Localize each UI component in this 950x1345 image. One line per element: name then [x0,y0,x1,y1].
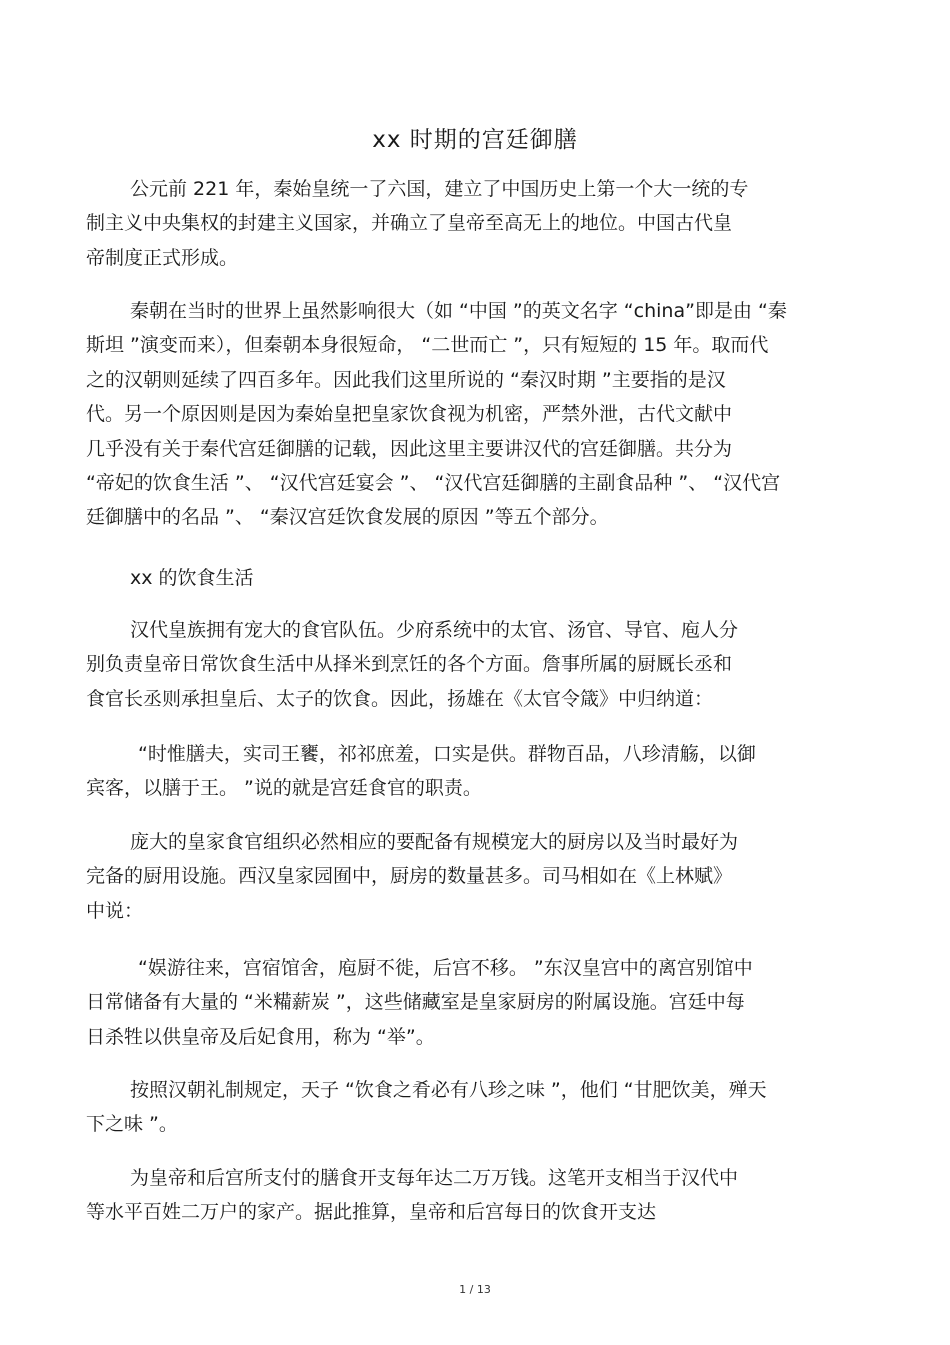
paragraph-kitchens [86,825,866,928]
text-line: 斯坦 ”演变而来），但秦朝本身很短命， “二世而亡 ”，只有短短的 15 年。取而代 [86,334,769,357]
text-line: 下之味 ”。 [86,1113,178,1136]
text-line: 宾客，以膳于王。 ”说的就是宫廷食官的职责。 [86,777,482,800]
text-line: 制主义中央集权的封建主义国家，并确立了皇帝至高无上的地位。中国古代皇 [86,212,733,235]
text-line: 完备的厨用设施。西汉皇家园囿中，厨房的数量甚多。司马相如在《上林赋》 [86,865,733,888]
text-line: 汉代皇族拥有宠大的食官队伍。少府系统中的太官、汤官、导官、庖人分 [130,619,739,641]
text-line: 公元前 221 年，秦始皇统一了六国，建立了中国历史上第一个大一统的专 [130,178,749,200]
paragraph-eight-treasures [86,1073,866,1142]
text-line: 几乎没有关于秦代宫廷御膳的记载，因此这里主要讲汉代的宫廷御膳。共分为 [86,437,733,460]
text-line: 日常储备有大量的 “米糒薪炭 ”，这些储藏室是皇家厨房的附属设施。宫廷中每 [86,991,745,1014]
text-line: “时惟膳夫，实司王饔，祁祁庶羞，口实是供。群物百品，八珍清觞，以御 [138,743,756,765]
text-line: 日杀牲以供皇帝及后妃食用，称为 “举”。 [86,1025,435,1048]
text-line: 之的汉朝则延续了四百多年。因此我们这里所说的 “秦汉时期 ”主要指的是汉 [86,368,726,391]
text-line: “娱游往来，宫宿馆舍，庖厨不徙，后宫不移。 ”东汉皇宫中的离宫别馆中 [138,957,753,979]
paragraph-intro [86,172,866,275]
section-heading-text: xx 的饮食生活 [130,567,254,589]
section-heading [86,561,866,595]
text-line: 食官长丞则承担皇后、太子的饮食。因此，扬雄在《太官令箴》中归纳道： [86,687,714,710]
text-line: 廷御膳中的名品 ”、 “秦汉宫廷饮食发展的原因 ”等五个部分。 [86,506,609,529]
text-line: 中说： [86,899,144,922]
text-line: 别负责皇帝日常饮食生活中从择米到烹饪的各个方面。詹事所属的厨厩长丞和 [86,653,733,676]
text-line: 帝制度正式形成。 [86,246,239,269]
paragraph-qin-han [86,294,866,535]
text-line: 庞大的皇家食官组织必然相应的要配备有规模宠大的厨房以及当时最好为 [130,831,739,853]
paragraph-expenses [86,1161,866,1230]
text-line: 代。另一个原因则是因为秦始皇把皇家饮食视为机密，严禁外泄，古代文献中 [86,403,733,426]
document-title: xx 时期的宫廷御膳 [372,127,578,153]
paragraph-quote-sima [86,951,866,1054]
paragraph-food-officials [86,613,866,716]
text-line: 等水平百姓二万户的家产。据此推算，皇帝和后宫每日的饮食开支达 [86,1201,657,1224]
text-line: 按照汉朝礼制规定，天子 “饮食之肴必有八珍之味 ”，他们 “甘肥饮美，殚天 [130,1079,767,1101]
paragraph-quote-yang-xiong [86,737,866,806]
page-number: 1 / 13 [459,1283,491,1296]
text-line: 为皇帝和后宫所支付的膳食开支每年达二万万钱。这笔开支相当于汉代中 [130,1167,739,1189]
text-line: “帝妃的饮食生活 ”、 “汉代宫廷宴会 ”、 “汉代宫廷御膳的主副食品种 ”、 “汉代宫 [86,471,781,494]
text-line: 秦朝在当时的世界上虽然影响很大（如 “中国 ”的英文名字 “china”即是由 “秦 [130,300,787,322]
